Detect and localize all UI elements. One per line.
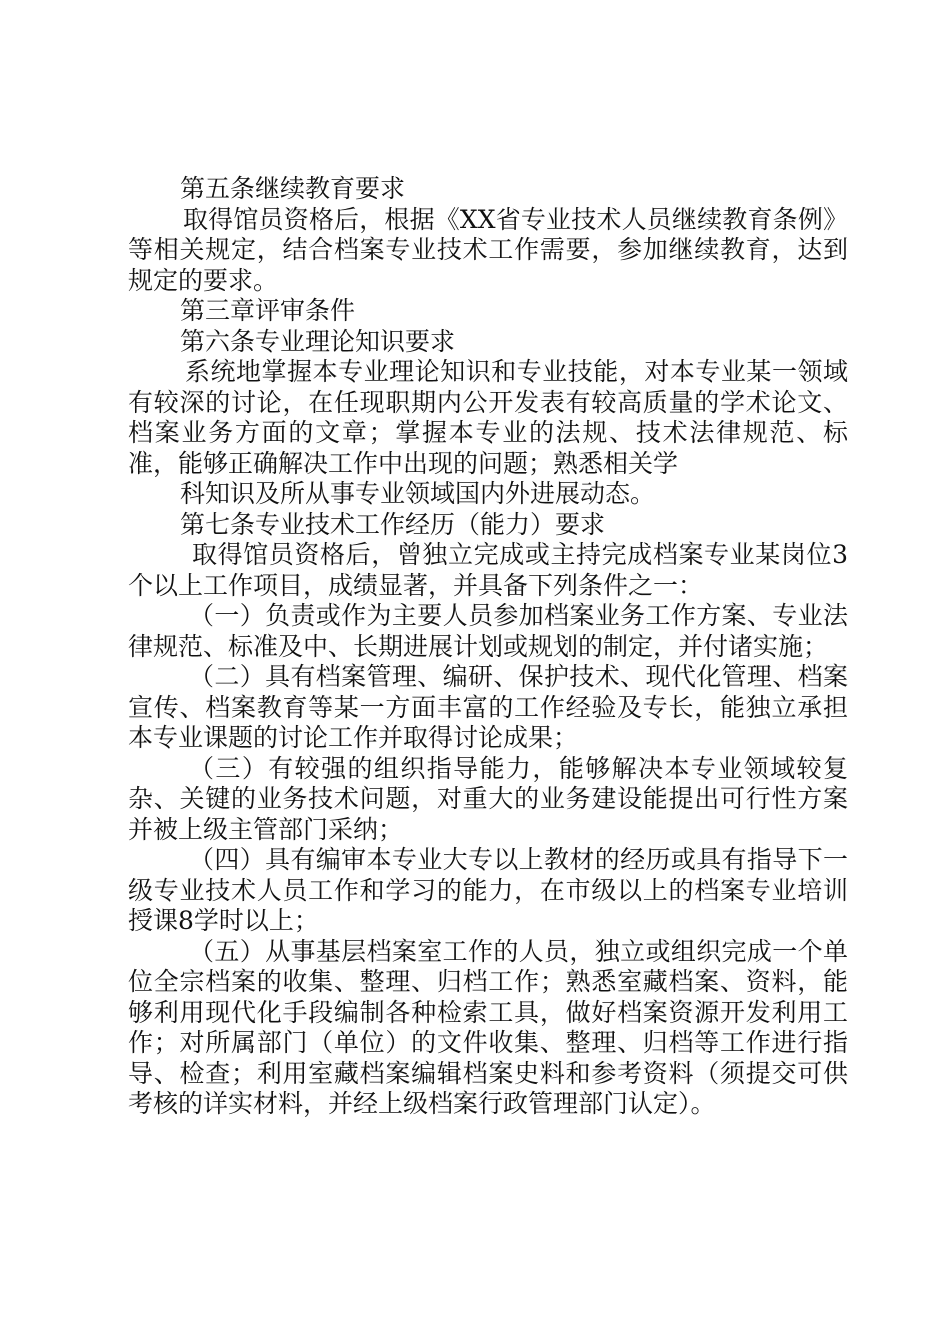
paragraph: 取得馆员资格后，根据《XX省专业技术人员继续教育条例》等相关规定，结合档案专业技术工作需要，参加继续教育，达到规定的要求。 [128,204,848,295]
document-body [128,174,848,1120]
list-item: （四）具有编审本专业大专以上教材的经历或具有指导下一级专业技术人员工作和学习的能力，在市级以上的档案专业培训授课8学时以上； [128,845,848,935]
paragraph: 取得馆员资格后，曾独立完成或主持完成档案专业某岗位3个以上工作项目，成绩显著，并具备下列条件之一： [128,540,848,600]
paragraph: 系统地掌握本专业理论知识和专业技能，对本专业某一领域有较深的讨论，在任现职期内公开发表有较高质量的学术论文、档案业务方面的文章；掌握本专业的法规、技术法律规范、标准，能够正确解决工作中出现的问题；熟悉相关学 [128,357,848,478]
list-item: （五）从事基层档案室工作的人员，独立或组织完成一个单位全宗档案的收集、整理、归档工作；熟悉室藏档案、资料，能够利用现代化手段编制各种检索工具，做好档案资源开发利用工作；对所属部门（单位）的文件收集、整理、归档等工作进行指导、检查；利用室藏档案编辑档案史料和参考资料（须提交可供考核的详实材料，并经上级档案行政管理部门认定）。 [128,936,848,1118]
article-heading: 第六条专业理论知识要求 [180,326,456,356]
chapter-heading: 第三章评审条件 [180,296,356,325]
article-heading: 第七条专业技术工作经历（能力）要求 [180,509,606,539]
article-heading: 第五条继续教育要求 [180,174,406,203]
list-item: （二）具有档案管理、编研、保护技术、现代化管理、档案宣传、档案教育等某一方面丰富的工作经验及专长，能独立承担本专业课题的讨论工作并取得讨论成果； [128,662,848,752]
list-item: （三）有较强的组织指导能力，能够解决本专业领域较复杂、关键的业务技术问题，对重大的业务建设能提出可行性方案并被上级主管部门采纳； [128,753,848,844]
list-item: （一）负责或作为主要人员参加档案业务工作方案、专业法律规范、标准及中、长期进展计划或规划的制定，并付诸实施； [128,601,848,661]
paragraph: 科知识及所从事专业领域国内外进展动态。 [180,479,656,508]
